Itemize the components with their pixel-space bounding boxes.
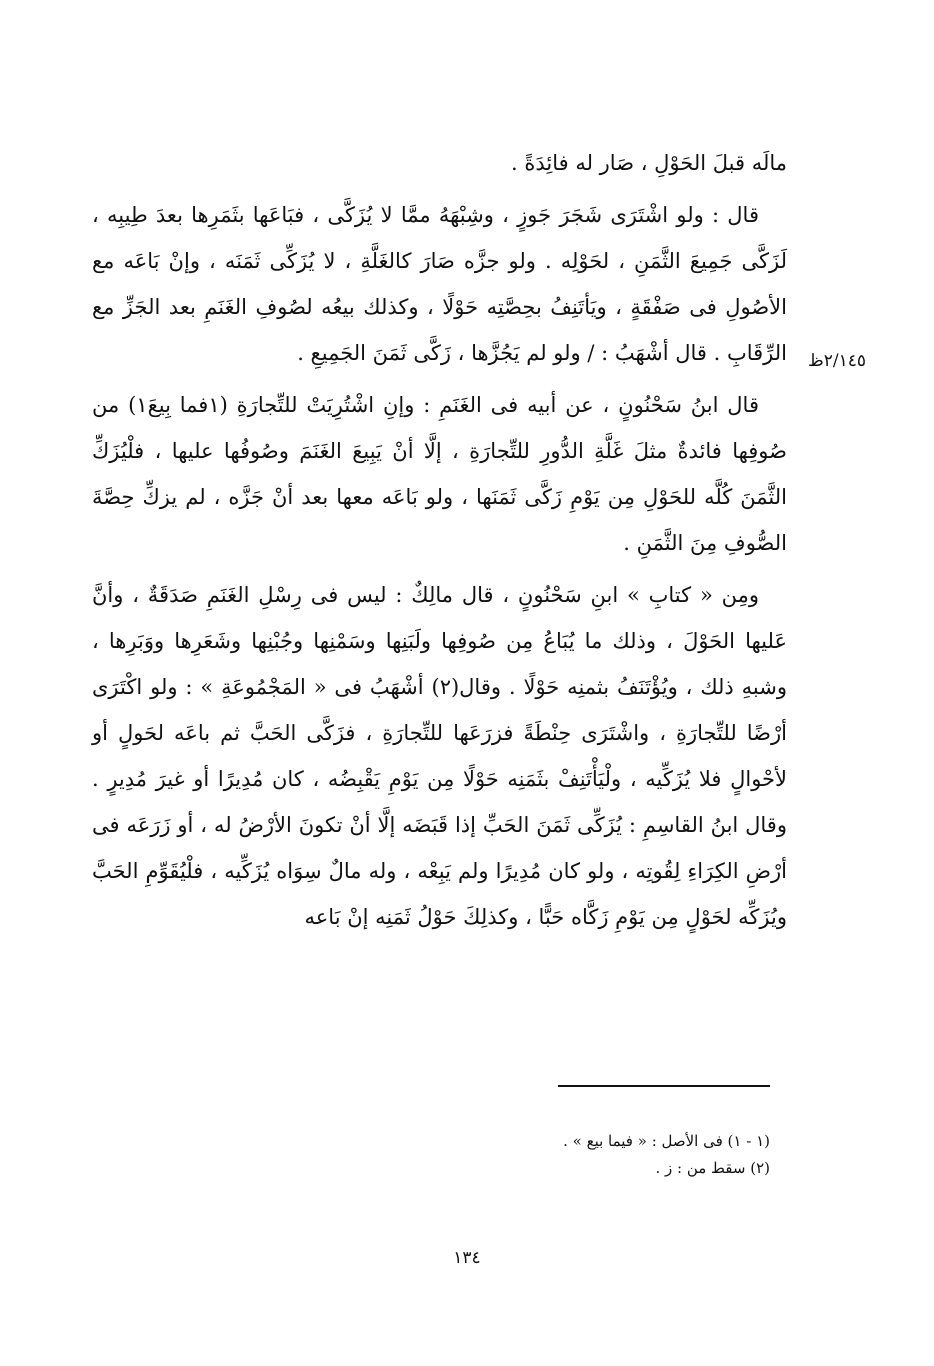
paragraph-continuation: مالَه قبلَ الحَوْلِ ، صَار له فائِدَةً . <box>511 151 787 175</box>
footnotes <box>400 1128 770 1182</box>
footnote: (٢) سقط من : ز . <box>655 1159 770 1177</box>
main-text <box>92 140 787 946</box>
page-number: ١٣٤ <box>453 1248 481 1268</box>
paragraph: ومِن « كتابِ » ابنِ سَحْنُونٍ ، قال مالِكٌ : ليس فى رِسْلِ الغَنَمِ صَدَقَةٌ ، وأنَّ عَليها الحَوْلَ ، وذلك ما يُبَاعُ مِن صُوفِها ولَبَنِها وسَمْنِها وجُبْنِها وشَعَرِها ووَبَرِها ، وشبهِ ذلك ، ويُؤْتَنَفُ بثمنِه حَوْلًا . وقال(٢) أشْهَبُ فى « المَجْمُوعَةِ » : ولو اكْتَرَى أرْضًا للتِّجارَةِ ، واشْتَرَى حِنْطَةً فزرَعَها للتِّجارَةِ ، فزَكَّى الحَبَّ ثم باعَه لحَولٍ أو لأحْوالٍ فلا يُزَكِّيه ، ولْيَأْتَنِفْ بثَمَنِه حَوْلًا مِن يَوْمِ يَقْبِضُه ، كان مُدِيرًا أو غيرَ مُدِيرٍ . وقال ابنُ القاسِمِ : يُزَكِّى ثَمَنَ الحَبِّ إذا قَبَضَه إلَّا أنْ تكونَ الأرْضُ له ، أو زَرَعَه فى أرْضِ الكِرَاءِ لِقُوتِه ، ولو كان مُدِيرًا ولم يَبِعْه ، وله مالٌ سِوَاه يُزَكِّيه ، فلْيُقَوِّمِ الحَبَّ ويُزَكِّه لحَوْلٍ مِن يَوْمِ زَكَّاه حَبًّا ، وكذلِكَ حَوْلُ ثَمَنِه إنْ بَاعه <box>92 583 787 929</box>
footnote: (١ - ١) فى الأصل : « فيما بيع » . <box>563 1132 770 1150</box>
margin-folio-reference: ٢/١٤٥ظ <box>808 351 866 371</box>
footnote-divider <box>558 1085 770 1087</box>
paragraph: قال ابنُ سَحْنُونٍ ، عن أبيه فى الغَنَمِ : وإنِ اشْتُرِيَتْ للتِّجارَةِ (١فما بِيعَ١) من صُوفِها فائدةٌ مثلَ غَلَّةِ الدُّورِ للتِّجارَةِ ، إلَّا أنْ يَبِيعَ الغَنَمَ وصُوفُها عليها ، فلْيُزَكِّ الثَّمَنَ كُلَّه للحَوْلِ مِن يَوْمِ زَكَّى ثَمَنَها ، ولو بَاعَه معها بعد أنْ جَزَّه ، لم يزكِّ حِصَّةَ الصُّوفِ مِنَ الثَّمَنِ . <box>92 393 787 555</box>
paragraph: قال : ولو اشْتَرَى شَجَرَ جَوزٍ ، وشِبْهَهُ ممَّا لا يُزَكَّى ، فبَاعَها بثَمَرِها بعدَ طِيبِه ، لَزَكَّى جَمِيعَ الثَّمَنِ ، لحَوْلِه . ولو جزَّه صَارَ كالغَلَّةِ ، لا يُزَكِّى ثَمَنَه ، وإنْ بَاعَه مع الأصُولِ فى صَفْقَةٍ ، ويَأتَنِفُ بحِصَّتِه حَوْلًا ، وكذلك بيعُه لصُوفِ الغَنَمِ بعد الجَزِّ مع الرِّقَابِ . قال أشْهَبُ : / ولو لم يَجُزَّها ، زَكَّى ثَمَنَ الجَمِيعِ . <box>92 203 787 365</box>
